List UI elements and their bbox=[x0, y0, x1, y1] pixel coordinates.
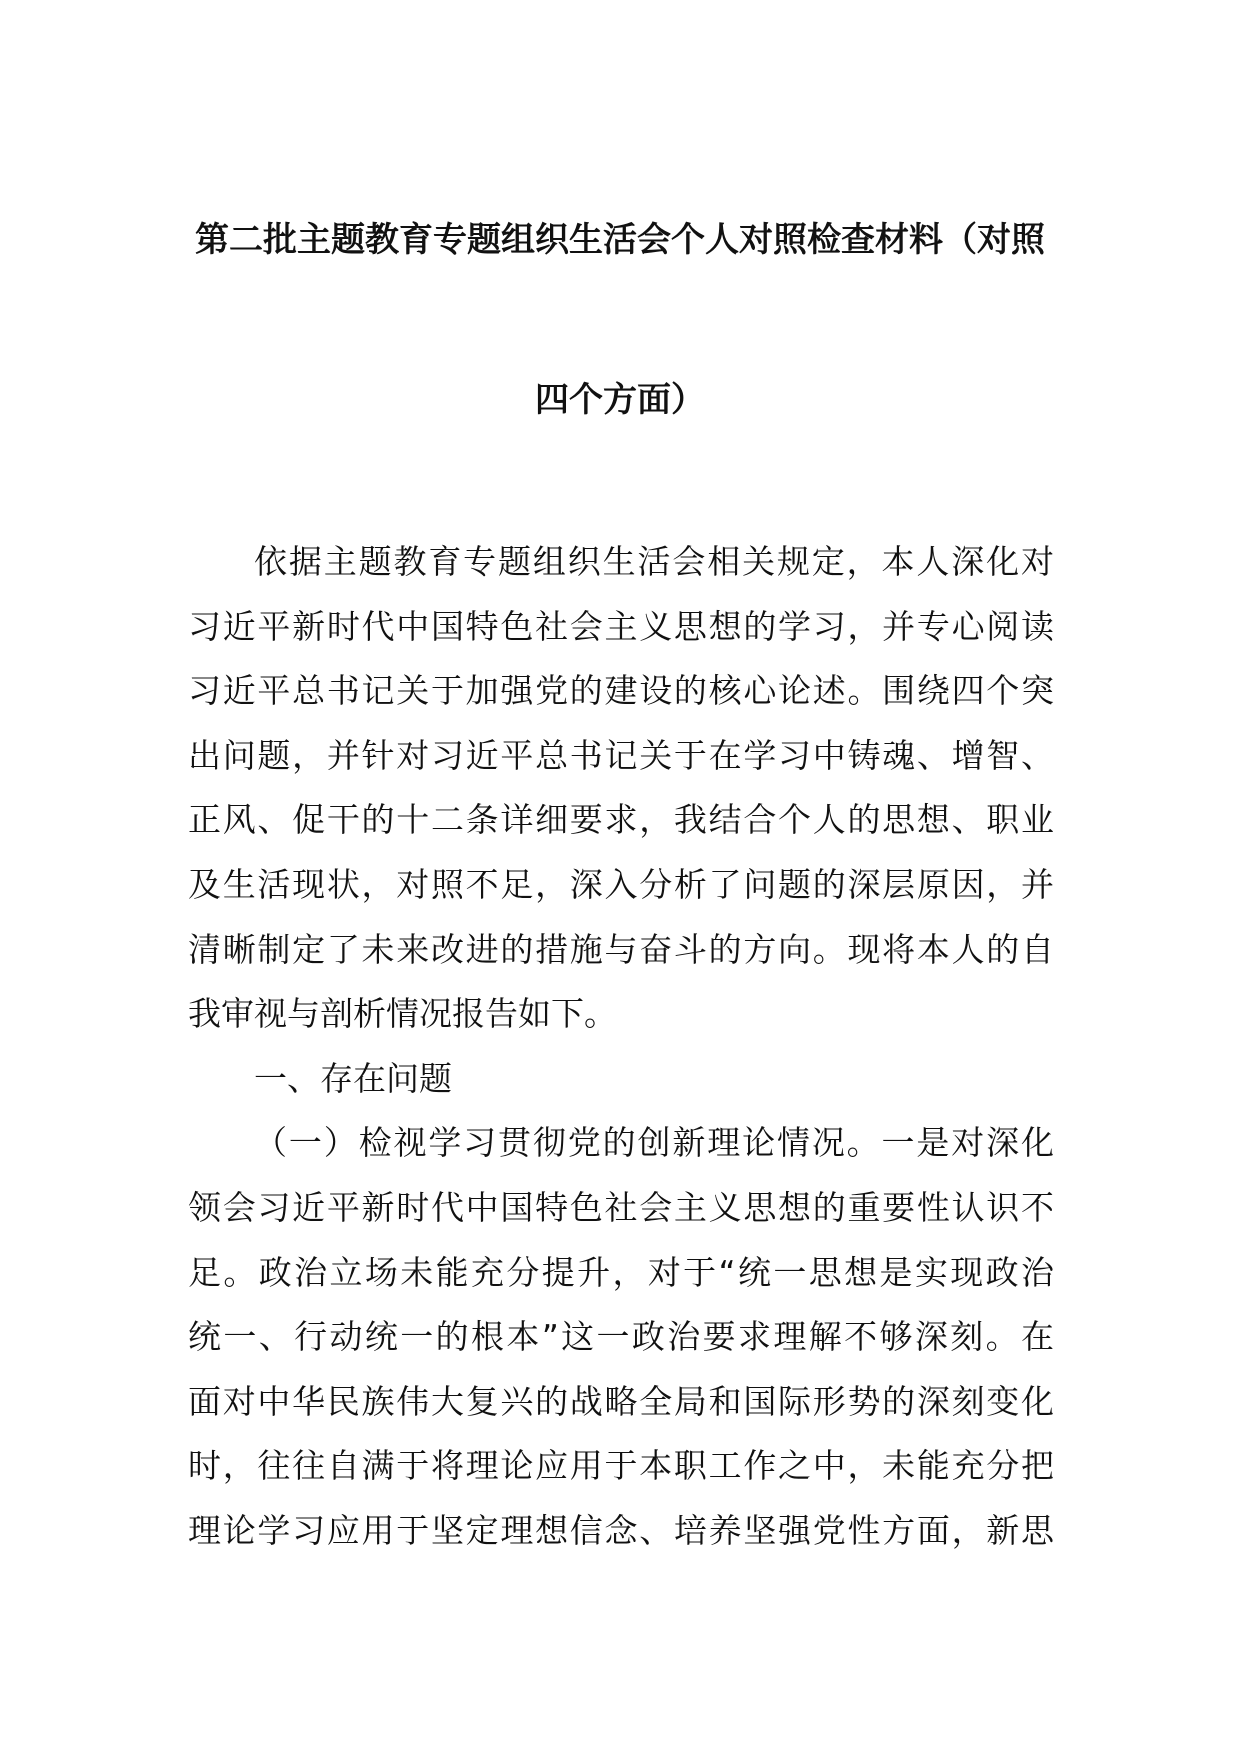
paragraph-line: 清晰制定了未来改进的措施与奋斗的方向。现将本人的自 bbox=[188, 929, 1054, 969]
paragraph-line: 依据主题教育专题组织生活会相关规定，本人深化对 bbox=[254, 542, 1054, 581]
paragraph-line: 足。政治立场未能充分提升，对于“统一思想是实现政治 bbox=[188, 1252, 1054, 1292]
paragraph-line: 面对中华民族伟大复兴的战略全局和国际形势的深刻变化 bbox=[188, 1381, 1054, 1421]
document-body bbox=[188, 530, 1054, 1564]
paragraph-line: （一）检视学习贯彻党的创新理论情况。一是对深化 bbox=[254, 1123, 1054, 1163]
paragraph-line: 习近平总书记关于加强党的建设的核心论述。围绕四个突 bbox=[188, 671, 1054, 711]
paragraph-line: 时，往往自满于将理论应用于本职工作之中，未能充分把 bbox=[188, 1446, 1054, 1486]
section-heading: 一、存在问题 bbox=[254, 1058, 452, 1098]
paragraph-line: 出问题，并针对习近平总书记关于在学习中铸魂、增智、 bbox=[188, 735, 1054, 775]
paragraph-line: 领会习近平新时代中国特色社会主义思想的重要性认识不 bbox=[188, 1187, 1054, 1227]
document-title-line-1: 第二批主题教育专题组织生活会个人对照检查材料（对照 bbox=[195, 220, 1045, 260]
paragraph-line: 理论学习应用于坚定理想信念、培养坚强党性方面，新思 bbox=[188, 1510, 1054, 1550]
paragraph-line: 及生活现状，对照不足，深入分析了问题的深层原因，并 bbox=[188, 864, 1054, 904]
paragraph-line: 习近平新时代中国特色社会主义思想的学习，并专心阅读 bbox=[188, 606, 1054, 646]
paragraph-line: 统一、行动统一的根本”这一政治要求理解不够深刻。在 bbox=[188, 1317, 1054, 1357]
paragraph-line: 正风、促干的十二条详细要求，我结合个人的思想、职业 bbox=[188, 800, 1054, 840]
paragraph-line: 我审视与剖析情况报告如下。 bbox=[188, 994, 617, 1034]
document-title-line-2: 四个方面） bbox=[535, 380, 705, 420]
